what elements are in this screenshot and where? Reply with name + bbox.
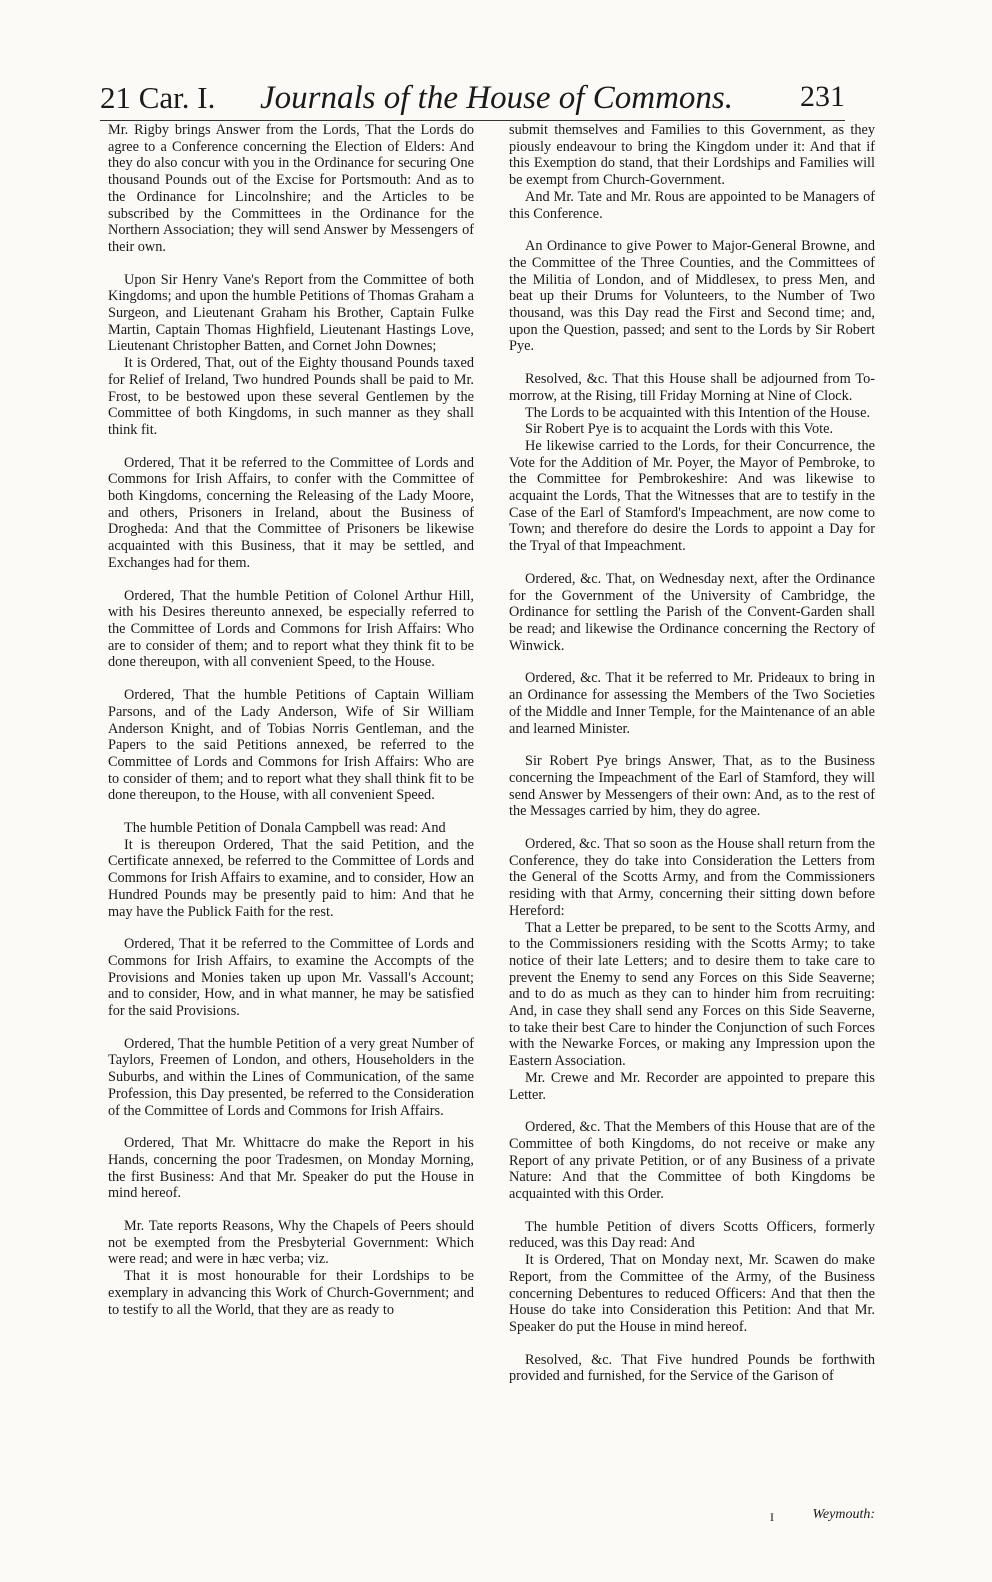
- paragraph: Ordered, &c. That, on Wednesday next, after the Ordinance for the Government of the University of Cambridge, the Ordinance for settling the Parish of the Convent-Garden shall be read; and likewise the Ordinance concerning the Rectory of Winwick.: [509, 570, 875, 654]
- paragraph: Ordered, That Mr. Whittacre do make the Report in his Hands, concerning the poor Tradesmen, on Monday Morning, the first Business: And that Mr. Speaker do put the House in mind hereof.: [108, 1135, 474, 1202]
- paragraph: The Lords to be acquainted with this Intention of the House.: [525, 404, 871, 421]
- paragraph: Resolved, &c. That this House shall be adjourned from To-morrow, at the Rising, till Friday Morning at Nine of Clock.: [509, 371, 875, 404]
- paragraph: Sir Robert Pye brings Answer, That, as to the Business concerning the Impeachment of the Earl of Stamford, they will send Answer by Messengers of their own: And, as to the rest of the Messages carried by him, they do agree.: [509, 753, 875, 820]
- paragraph: Ordered, That it be referred to the Committee of Lords and Commons for Irish Affairs, to confer with the Committee of both Kingdoms, concerning the Releasing of the Lady Moore, and others, Prisoners in Ireland, about the Business of Drogheda: And that the Committee of Prisoners be likewise acquainted with this Business, that it may be settled, and Exchanges had for them.: [108, 454, 474, 571]
- regnal-year: 21 Car. I.: [100, 80, 216, 115]
- paragraph: Resolved, &c. That Five hundred Pounds be forthwith provided and furnished, for the Service of the Garison of: [509, 1351, 875, 1385]
- paragraph: It is Ordered, That, out of the Eighty thousand Pounds taxed for Relief of Ireland, Two hundred Pounds shall be paid to Mr. Frost, to be bestowed upon these several Gentlemen by the Committee of both Kingdoms, in such manner as they shall think fit.: [108, 355, 474, 438]
- paragraph: Ordered, &c. That so soon as the House shall return from the Conference, they do take into Consideration the Letters from the General of the Scotts Army, and from the Commissioners residing with that Army, concerning their sitting down before Hereford:: [509, 836, 875, 919]
- journal-title: Journals of the House of Commons.: [260, 80, 733, 116]
- paragraph: Ordered, That it be referred to the Committee of Lords and Commons for Irish Affairs, to examine the Accompts of the Provisions and Monies taken up upon Mr. Vassall's Account; and to consider, How, and in what manner, he may be satisfied for the said Provisions.: [108, 936, 474, 1020]
- running-header: [100, 78, 845, 121]
- paragraph: Mr. Crewe and Mr. Recorder are appointed to prepare this Letter.: [509, 1069, 875, 1103]
- paragraph: That it is most honourable for their Lordships to be exemplary in advancing this Work of Church-Government; and to testify to all the World, that they are as ready to: [108, 1268, 474, 1318]
- paragraph: Upon Sir Henry Vane's Report from the Committee of both Kingdoms; and upon the humble Petitions of Thomas Graham a Surgeon, and Lieutenant Graham his Brother, Captain Fulke Martin, Captain Thomas Highfield, Lieutenant Hastings Love, Lieutenant Christopher Batten, and Cornet John Downes;: [108, 271, 474, 355]
- paragraph: That a Letter be prepared, to be sent to the Scotts Army, and to the Commissioners residing with the Scotts Army; to take notice of their late Letters; and to desire them to take care to prevent the Enemy to send any Forces on this Side Seaverne; and to do as much as they can to hinder him from recruiting: And, in case they shall send any Forces on this Side Seaverne, to take their best Care to hinder the Conjunction of such Forces with the Newarke Forces, or making any Impression upon the Eastern Association.: [509, 919, 875, 1070]
- paragraph: Ordered, &c. That it be referred to Mr. Prideaux to bring in an Ordinance for assessing the Members of the Two Societies of the Middle and Inner Temple, for the Maintenance of an able and learned Minister.: [509, 670, 875, 737]
- right-column: [509, 122, 875, 1385]
- paragraph: And Mr. Tate and Mr. Rous are appointed to be Managers of this Conference.: [509, 188, 875, 222]
- paragraph: It is thereupon Ordered, That the said Petition, and the Certificate annexed, be referred to the Committee of Lords and Commons for Irish Affairs to examine, and to consider, How an Hundred Pounds may be presently paid to him: And that he may have the Publick Faith for the rest.: [108, 836, 474, 920]
- page-number: 231: [800, 80, 845, 113]
- paragraph: It is Ordered, That on Monday next, Mr. Scawen do make Report, from the Committee of the Army, of the Business concerning Debentures to reduced Officers: And that then the House do take into Consideration this Petition: And that Mr. Speaker do put the House in mind hereof.: [509, 1252, 875, 1335]
- paragraph: submit themselves and Families to this Government, as they piously endeavour to bring the Kingdom under it: And that if this Exemption do stand, that their Lordships and Families will be exempt from Church-Government.: [509, 122, 875, 189]
- paragraph: He likewise carried to the Lords, for their Concurrence, the Vote for the Addition of Mr. Poyer, the Mayor of Pembroke, to the Committee for Pembrokeshire: And was likewise to acquaint the Lords, That the Witnesses that are to testify in the Case of the Earl of Stamford's Impeachment, are now come to Town; and therefore do desire the Lords to appoint a Day for the Tryal of that Impeachment.: [509, 437, 875, 555]
- paragraph: The humble Petition of divers Scotts Officers, formerly reduced, was this Day read: And: [509, 1218, 875, 1252]
- paragraph: Mr. Tate reports Reasons, Why the Chapels of Peers should not be exempted from the Presbyterial Government: Which were read; and were in hæc verba; viz.: [108, 1218, 474, 1268]
- paragraph: Ordered, That the humble Petition of a very great Number of Taylors, Freemen of London, and others, Householders in the Suburbs, and within the Lines of Communication, of the same Profession, this Day presented, be referred to the Consideration of the Committee of Lords and Commons for Irish Affairs.: [108, 1035, 474, 1119]
- paragraph: An Ordinance to give Power to Major-General Browne, and the Committee of the Three Counties, and the Committees of the Militia of London, and of Middlesex, to press Men, and beat up their Drums for Volunteers, to the Number of Two thousand, was this Day read the First and Second time; and, upon the Question, passed; and sent to the Lords by Sir Robert Pye.: [509, 238, 875, 355]
- signature-mark: I: [770, 1510, 774, 1524]
- paragraph: The humble Petition of Donala Campbell was read: And: [124, 820, 446, 837]
- left-column: [108, 122, 474, 1318]
- paragraph: Ordered, That the humble Petitions of Captain William Parsons, and of the Lady Anderson, Wife of Sir William Anderson Knight, and of Tobias Norris Gentleman, and the Papers to the said Petitions annexed, be referred to the Committee of Lords and Commons for Irish Affairs: Who are to consider of them; and to report what they shall think fit to be done thereupon, to the House, with all convenient Speed.: [108, 687, 474, 804]
- paragraph: Ordered, That the humble Petition of Colonel Arthur Hill, with his Desires thereunto annexed, be especially referred to the Committee of Lords and Commons for Irish Affairs: Who are to consider of them; and to report what they think fit to be done thereupon, with all convenient Speed, to the House.: [108, 587, 474, 671]
- paragraph: Mr. Rigby brings Answer from the Lords, That the Lords do agree to a Conference concerning the Election of Elders: And they do also concur with you in the Ordinance for securing One thousand Pounds out of the Excise for Portsmouth: And as to the Ordinance for Lincolnshire; and the Articles to be subscribed by the Committees in the Ordinance for the Northern Association; they will send Answer by Messengers of their own.: [108, 122, 474, 255]
- paragraph: Sir Robert Pye is to acquaint the Lords with this Vote.: [525, 421, 834, 438]
- catchword: Weymouth:: [812, 1507, 875, 1522]
- paragraph: Ordered, &c. That the Members of this House that are of the Committee of both Kingdoms, do not receive or make any Report of any private Petition, or of any Business of a private Nature: And that the Committee of both Kingdoms be acquainted with this Order.: [509, 1119, 875, 1203]
